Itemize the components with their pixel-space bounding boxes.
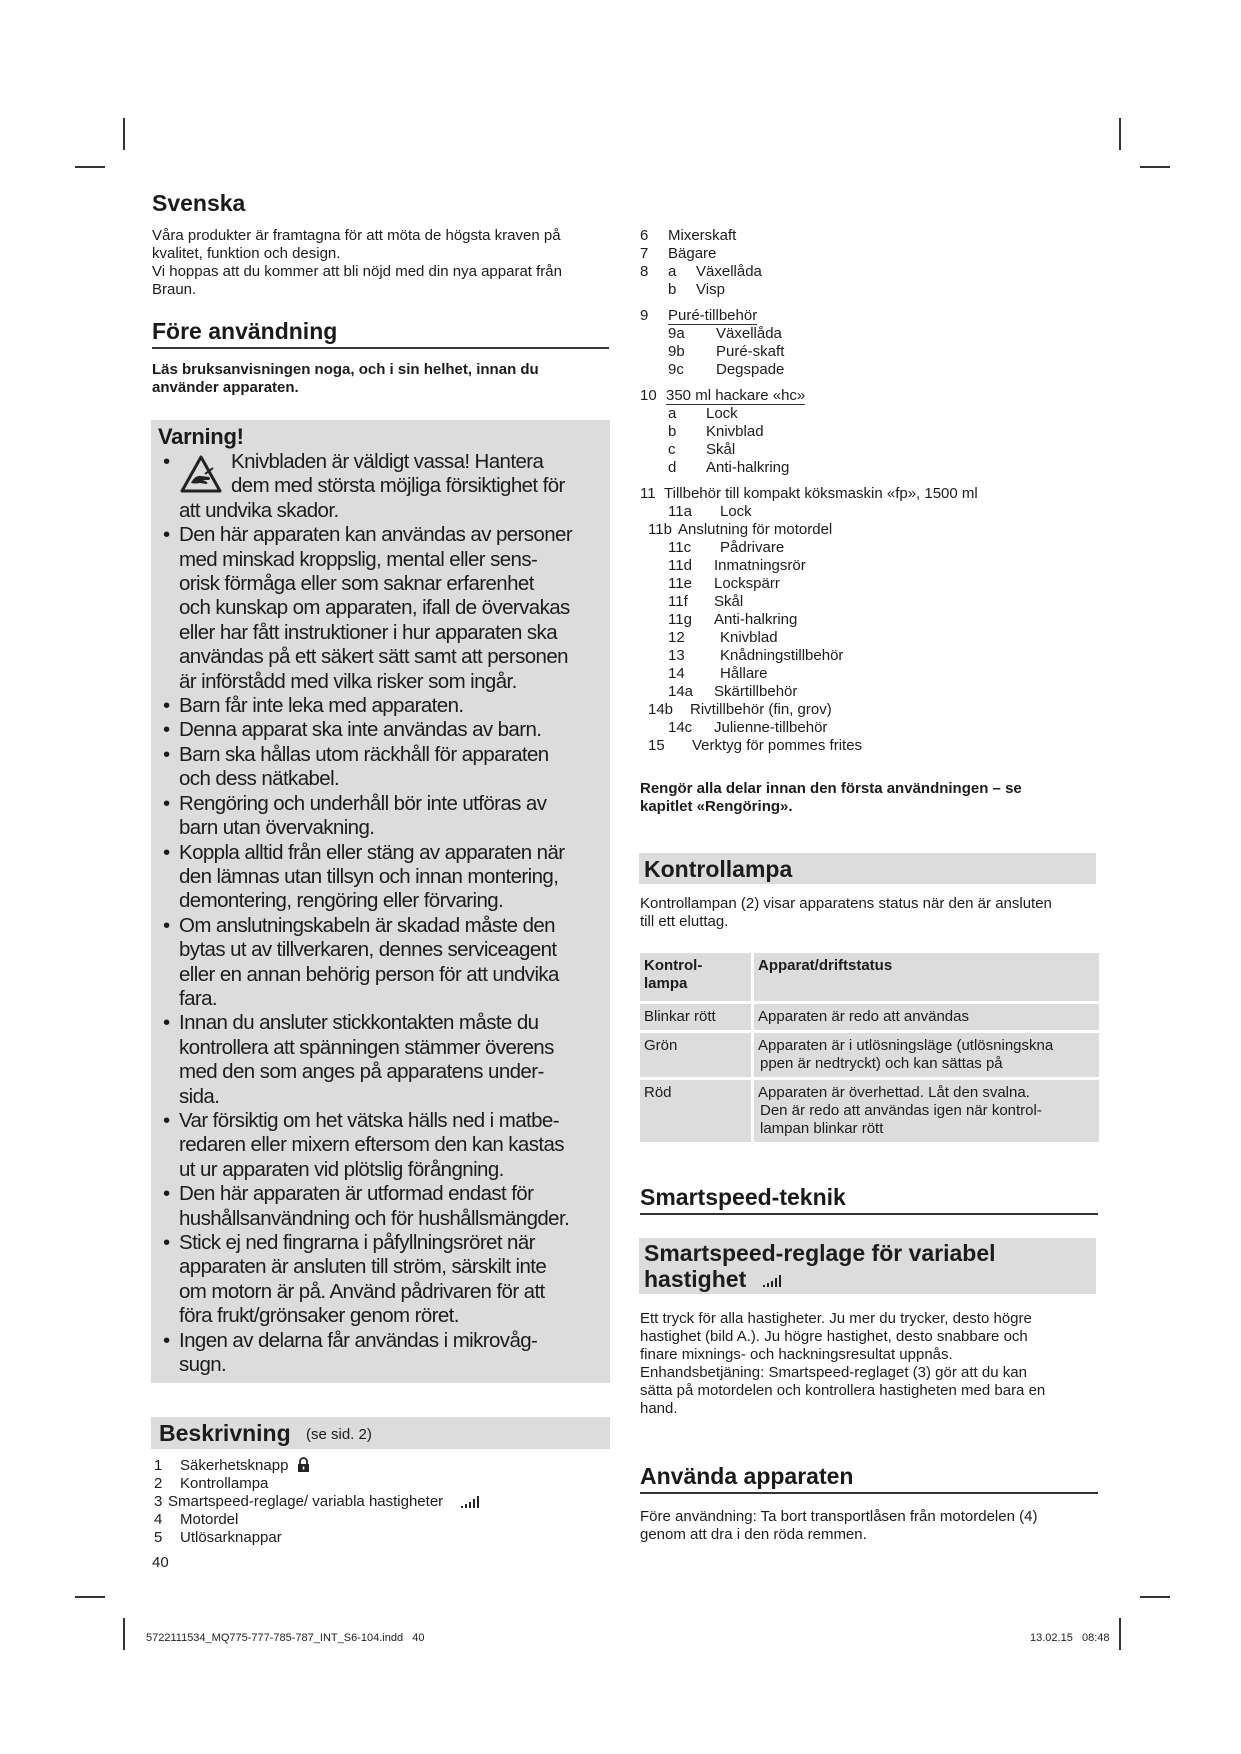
item-sub: 9c: [668, 361, 684, 378]
crop-mark: [123, 118, 125, 150]
item-label: Tillbehör till kompakt köksmaskin «fp», 1500 ml: [664, 485, 978, 502]
warning-line: och kunskap om apparaten, ifall de övervakas: [179, 596, 570, 620]
warning-line: och dess nätkabel.: [179, 767, 340, 791]
warning-line: Var försiktig om het vätska hälls ned i matbe-: [179, 1108, 559, 1132]
item-label: Anti-halkring: [706, 459, 790, 476]
crop-mark: [75, 166, 105, 168]
table-header-cell: Apparat/driftstatus: [754, 953, 1099, 1001]
item-label: Skärtillbehör: [714, 683, 798, 700]
table-cell: Blinkar rött: [640, 1004, 751, 1030]
warning-line: Barn får inte leka med apparaten.: [179, 694, 464, 718]
item-number: 3: [154, 1493, 163, 1510]
list-item: [640, 343, 1100, 361]
list-item: [640, 575, 1100, 593]
warning-line: Koppla alltid från eller stäng av apparaten när: [179, 840, 565, 864]
smartspeed-line: finare mixnings- och hackningsresultat uppnås.: [640, 1346, 953, 1363]
page-number: 40: [152, 1554, 169, 1571]
smartspeed-line: Enhandsbetjäning: Smartspeed-reglaget (3) gör att du kan: [640, 1364, 1027, 1381]
list-item: [640, 701, 1100, 719]
item-label: Lockspärr: [714, 575, 780, 592]
smartspeed-sub-heading: Smartspeed-reglage för variabel hastighet: [644, 1240, 996, 1292]
item-number: 11b: [648, 521, 672, 538]
warning-item: [157, 841, 609, 914]
item-label: Växellåda: [716, 325, 782, 342]
fore-heading-text: Före användning: [152, 318, 338, 344]
list-item: [640, 387, 1100, 405]
bullet: •: [163, 1108, 170, 1132]
item-sub: 11e: [668, 575, 692, 592]
item-label: Hållare: [720, 665, 768, 682]
item-number: 6: [640, 227, 649, 244]
warning-line: Den här apparaten kan användas av personer: [179, 523, 573, 547]
smartspeed-line: hand.: [640, 1400, 678, 1417]
item-sub: 11g: [668, 611, 692, 628]
beskrivning-heading: Beskrivning: [159, 1420, 291, 1446]
anvanda-heading: [640, 1463, 1098, 1494]
intro-line: Våra produkter är framtagna för att möta de högsta kraven på: [152, 227, 561, 244]
smartspeed-line: hastighet (bild A.). Ju högre hastighet, desto snabbare och: [640, 1328, 1028, 1345]
warning-line: Om anslutningskabeln är skadad måste den: [179, 913, 555, 937]
item-number: 4: [154, 1511, 163, 1528]
fore-text: [152, 361, 612, 397]
table-row: [640, 1033, 1099, 1077]
bullet: •: [163, 1328, 170, 1352]
footer-file: 5722111534_MQ775-777-785-787_INT_S6-104.indd 40: [146, 1632, 425, 1644]
list-item: [640, 503, 1100, 521]
warning-line: barn utan övervakning.: [179, 816, 375, 840]
smartspeed-sub-box: [639, 1238, 1096, 1294]
warning-line: Den här apparaten är utformad endast för: [179, 1182, 534, 1206]
item-number: 1: [154, 1457, 163, 1474]
speed-bars-icon: [461, 1496, 481, 1508]
page-title: Svenska: [152, 190, 246, 216]
list-item: [640, 325, 1100, 343]
item-label: Inmatningsrör: [714, 557, 806, 574]
warning-line: eller en annan behörig person för att undvika: [179, 962, 559, 986]
item-sub: b: [668, 423, 677, 440]
list-item: [152, 1511, 612, 1529]
speed-bars-icon: [763, 1275, 783, 1287]
warning-line: Knivbladen är väldigt vassa! Hantera: [231, 450, 544, 473]
warning-line: sida.: [179, 1084, 220, 1108]
item-label: Bägare: [668, 245, 717, 262]
crop-mark: [123, 1618, 125, 1650]
item-label: Växellåda: [696, 263, 762, 280]
item-number: 14b: [648, 701, 674, 718]
list-item: [640, 593, 1100, 611]
bullet: •: [163, 718, 170, 742]
list-item: [640, 245, 1100, 263]
item-sub: 9b: [668, 343, 685, 360]
item-sub: 9a: [668, 325, 685, 342]
item-number: 15: [648, 737, 665, 754]
item-number: 7: [640, 245, 649, 262]
warning-line: om motorn är på. Använd pådrivaren för att: [179, 1279, 545, 1303]
anvanda-line: genom att dra i den röda remmen.: [640, 1526, 867, 1543]
item-sub: 14: [668, 665, 685, 682]
kontrollampa-line: Kontrollampan (2) visar apparatens status när den är ansluten: [640, 895, 1052, 912]
item-sub: 11a: [668, 503, 692, 520]
item-label: Pådrivare: [720, 539, 785, 556]
smartspeed-heading: [640, 1184, 1098, 1215]
table-header-cell: Kontrol- lampa: [640, 953, 751, 1001]
item-label: Lock: [720, 503, 752, 520]
item-sub: 11d: [668, 557, 692, 574]
crop-mark: [1119, 1618, 1121, 1650]
item-label: Utlösarknappar: [180, 1529, 282, 1546]
item-label: Motordel: [180, 1511, 239, 1528]
warning-item: [157, 718, 609, 742]
warning-line: Rengöring och underhåll bör inte utföras av: [179, 791, 547, 815]
fore-heading: [152, 318, 609, 349]
table-cell: Apparaten är överhettad. Låt den svalna. Den är redo att användas igen när kontrol- lampan blinkar rött: [754, 1080, 1099, 1142]
warning-line: fara.: [179, 986, 218, 1010]
anvanda-heading-text: Använda apparaten: [640, 1463, 854, 1489]
crop-mark: [1140, 166, 1170, 168]
warning-line: är införstådd med vilka risker som ingår.: [179, 669, 517, 693]
item-sub: d: [668, 459, 677, 476]
warning-item: [157, 450, 609, 523]
warning-line: med minskad kroppslig, mental eller sens-: [179, 547, 538, 571]
item-sub: 12: [668, 629, 685, 646]
warning-line: användas på ett säkert sätt samt att personen: [179, 645, 568, 669]
bullet: •: [163, 742, 170, 766]
list-item: [640, 441, 1100, 459]
bullet: •: [163, 1011, 170, 1035]
list-item: [640, 405, 1100, 423]
table-cell: Grön: [640, 1033, 751, 1077]
list-item: [640, 737, 1100, 755]
table-cell: Röd: [640, 1080, 751, 1142]
list-item: [152, 1475, 612, 1493]
smartspeed-line: sätta på motordelen och kontrollera hastigheten med bara en: [640, 1382, 1046, 1399]
warning-line: Innan du ansluter stickkontakten måste du: [179, 1011, 539, 1035]
warning-line: apparaten är ansluten till ström, särskilt inte: [179, 1255, 547, 1279]
warning-line: kontrollera att spänningen stämmer överens: [179, 1035, 554, 1059]
item-sub: b: [668, 281, 677, 298]
list-item: [640, 647, 1100, 665]
warning-line: dem med största möjliga försiktighet för: [231, 474, 565, 498]
list-item: [640, 629, 1100, 647]
kontrollampa-heading: Kontrollampa: [644, 856, 793, 882]
list-item: [640, 361, 1100, 379]
fore-line: Läs bruksanvisningen noga, och i sin helhet, innan du: [152, 361, 539, 378]
item-sub: c: [668, 441, 676, 458]
crop-mark: [75, 1596, 105, 1598]
status-table: [637, 950, 1102, 1145]
kontrollampa-line: till ett eluttag.: [640, 913, 729, 930]
list-item: [640, 485, 1100, 503]
warning-line: Denna apparat ska inte användas av barn.: [179, 718, 542, 742]
item-sub: a: [668, 263, 677, 280]
intro-text: [152, 227, 612, 299]
warning-title: Varning!: [158, 424, 244, 449]
item-label: Knivblad: [720, 629, 778, 646]
bullet: •: [163, 791, 170, 815]
bullet: •: [163, 913, 170, 937]
list-item: [152, 1493, 612, 1511]
warning-item: [157, 1109, 609, 1182]
item-label: Verktyg för pommes frites: [692, 737, 863, 754]
table-row: [640, 1004, 1099, 1030]
warning-line: med den som anges på apparatens under-: [179, 1060, 544, 1084]
bullet: •: [163, 1182, 170, 1206]
item-sub: 14a: [668, 683, 694, 700]
list-item: [640, 227, 1100, 245]
item-label: Puré-skaft: [716, 343, 785, 360]
item-sub: 11f: [668, 593, 688, 610]
table-header-row: [640, 953, 1099, 1001]
warning-item: [157, 694, 609, 718]
beskrivning-sub: (se sid. 2): [306, 1426, 372, 1443]
list-item: [152, 1457, 612, 1475]
warning-box: [151, 420, 610, 1383]
crop-mark: [1140, 1596, 1170, 1598]
smartspeed-text: [640, 1310, 1100, 1418]
warning-item: [157, 792, 609, 841]
list-item: [640, 423, 1100, 441]
warning-item: [157, 1011, 609, 1109]
list-item: [640, 557, 1100, 575]
warning-line: Stick ej ned fingrarna i påfyllningsröret när: [179, 1231, 535, 1254]
warning-item: [157, 1182, 609, 1231]
warning-line: Barn ska hållas utom räckhåll för apparaten: [179, 742, 549, 766]
intro-line: kvalitet, funktion och design.: [152, 245, 341, 262]
list-item: [640, 521, 1100, 539]
item-number: 8: [640, 263, 649, 280]
item-label: Mixerskaft: [668, 227, 737, 244]
warning-item: [157, 914, 609, 1012]
item-label: Skål: [706, 441, 736, 458]
warning-line: ut ur apparaten vid plötslig förångning.: [179, 1157, 504, 1181]
item-label: Knådningstillbehör: [720, 647, 844, 664]
item-label: Anti-halkring: [714, 611, 798, 628]
item-number: 10: [640, 387, 657, 404]
list-item: [640, 665, 1100, 683]
item-number: 5: [154, 1529, 163, 1546]
bullet: •: [163, 523, 170, 547]
bullet: •: [163, 450, 170, 473]
list-item: [640, 539, 1100, 557]
warning-line: eller har fått instruktioner i hur apparaten ska: [179, 620, 557, 644]
list-item: [152, 1529, 612, 1547]
list-item: [640, 281, 1100, 299]
list-item: [640, 459, 1100, 477]
item-label: Anslutning för motordel: [678, 521, 833, 538]
warning-line: att undvika skador.: [179, 498, 339, 522]
rengor-text: [640, 780, 1100, 816]
list-item: [640, 611, 1100, 629]
anvanda-text: [640, 1508, 1100, 1544]
warning-line: den lämnas utan tillsyn och innan montering,: [179, 864, 559, 888]
warning-line: orisk förmåga eller som saknar erfarenhet: [179, 572, 534, 596]
warning-line: bytas ut av tillverkaren, dennes serviceagent: [179, 938, 557, 962]
warning-line: demontering, rengöring eller förvaring.: [179, 889, 504, 913]
warning-item: [157, 523, 609, 694]
intro-line: Vi hoppas att du kommer att bli nöjd med din nya apparat från: [152, 263, 562, 280]
bullet: •: [163, 840, 170, 864]
list-item: [640, 719, 1100, 737]
crop-mark: [1119, 118, 1121, 150]
footer-date: 13.02.15 08:48: [1030, 1632, 1110, 1644]
item-number: 2: [154, 1475, 163, 1492]
kontrollampa-header: [639, 853, 1096, 884]
intro-line: Braun.: [152, 281, 197, 298]
warning-line: redaren eller mixern eftersom den kan kastas: [179, 1133, 564, 1157]
fore-line: använder apparaten.: [152, 379, 299, 396]
item-label: 350 ml hackare «hc»: [666, 387, 806, 404]
kontrollampa-text: [640, 895, 1100, 931]
item-label: Kontrollampa: [180, 1475, 269, 1492]
knife-hand-warning-icon: [179, 454, 223, 494]
item-label: Knivblad: [706, 423, 764, 440]
item-label: Julienne-tillbehör: [714, 719, 828, 736]
warning-item: [157, 1231, 609, 1329]
item-label: Lock: [706, 405, 738, 422]
table-row: [640, 1080, 1099, 1142]
item-sub: a: [668, 405, 677, 422]
item-label: Smartspeed-reglage/ variabla hastigheter: [168, 1493, 481, 1511]
item-label: Rivtillbehör (fin, grov): [690, 701, 832, 718]
item-label: Skål: [714, 593, 744, 610]
item-sub: 13: [668, 647, 685, 664]
item-label: Visp: [696, 281, 725, 298]
item-sub: 11c: [668, 539, 692, 556]
smartspeed-heading-text: Smartspeed-teknik: [640, 1184, 846, 1210]
list-item: [640, 307, 1100, 325]
item-label: Puré-tillbehör: [668, 307, 758, 324]
item-label: Degspade: [716, 361, 785, 378]
smartspeed-line: Ett tryck för alla hastigheter. Ju mer du trycker, desto högre: [640, 1310, 1032, 1327]
bullet: •: [163, 694, 170, 718]
parts-list: [640, 227, 1100, 755]
warning-line: sugn.: [179, 1353, 227, 1377]
rengor-line: Rengör alla delar innan den första användningen – se: [640, 780, 1022, 797]
warning-item: [157, 743, 609, 792]
anvanda-line: Före användning: Ta bort transportlåsen från motordelen (4): [640, 1508, 1038, 1525]
list-item: [640, 263, 1100, 281]
rengor-line: kapitlet «Rengöring».: [640, 798, 793, 815]
item-label: Säkerhetsknapp: [180, 1457, 310, 1475]
warning-item: [157, 1329, 609, 1378]
item-number: 9: [640, 307, 649, 324]
item-sub: 14c: [668, 719, 693, 736]
warning-line: Ingen av delarna får användas i mikrovåg-: [179, 1328, 538, 1352]
table-cell: Apparaten är i utlösningsläge (utlösningskna ppen är nedtryckt) och kan sättas på: [754, 1033, 1099, 1077]
bullet: •: [163, 1231, 170, 1254]
table-cell: Apparaten är redo att användas: [754, 1004, 1099, 1030]
warning-line: föra frukt/grönsaker genom röret.: [179, 1304, 459, 1328]
item-number: 11: [640, 485, 656, 502]
beskrivning-header: [151, 1417, 610, 1449]
beskrivning-list: [152, 1457, 612, 1547]
warning-line: hushållsanvändning och för hushållsmängder.: [179, 1206, 570, 1230]
warning-list: [157, 450, 609, 1377]
lock-icon: [297, 1457, 310, 1473]
list-item: [640, 683, 1100, 701]
